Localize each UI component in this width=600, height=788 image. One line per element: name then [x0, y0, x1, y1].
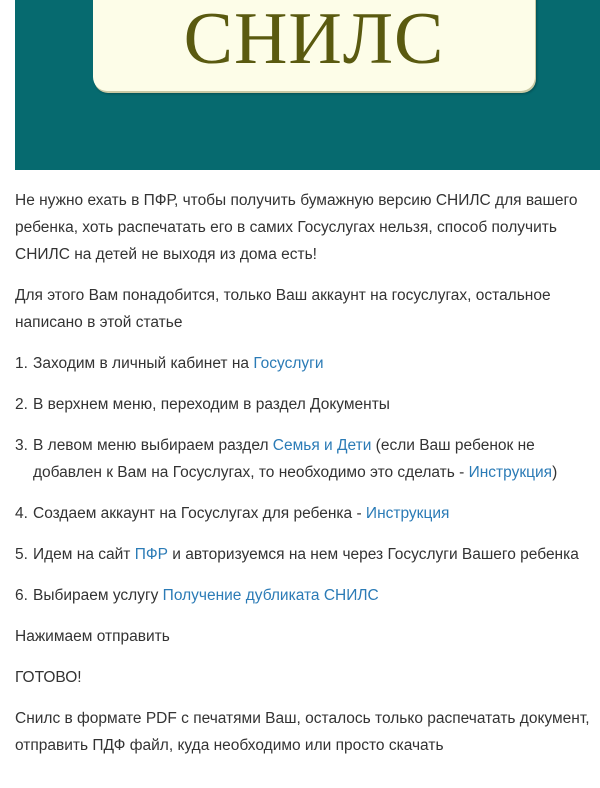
instruction-link-child-account[interactable]: Инструкция [365, 505, 450, 522]
step-2: 2. В верхнем меню, переходим в раздел Документы [15, 396, 390, 413]
intro-paragraph: Не нужно ехать в ПФР, чтобы получить бумажную версию СНИЛС для вашего ребенка, хоть распечатать его в самих Госуслугах нельзя, способ получить СНИЛС на детей не выходя из дома есть! [15, 192, 578, 263]
snils-duplicate-service-link[interactable]: Получение дубликата СНИЛС [162, 587, 379, 604]
requirement-paragraph: Для этого Вам понадобится, только Ваш аккаунт на госуслугах, остальное написано в этой статье [15, 287, 551, 331]
submit-note: Нажимаем отправить [15, 628, 170, 645]
snils-card-title: СНИЛС [183, 0, 445, 80]
pfr-link[interactable]: ПФР [134, 546, 168, 563]
done-note: ГОТОВО! [15, 669, 82, 686]
step-5: 5. Идем на сайт ПФР и авторизуемся на нем через Госуслуги Вашего ребенка [15, 546, 579, 563]
step-6: 6. Выбираем услугу Получение дубликата СНИЛС [15, 587, 379, 604]
gosuslugi-link[interactable]: Госуслуги [253, 355, 324, 372]
snils-card [93, 0, 535, 91]
family-children-link[interactable]: Семья и Дети [272, 437, 372, 454]
snils-hero-image [15, 0, 600, 170]
article-body [15, 187, 600, 773]
final-paragraph: Снилс в формате PDF с печатями Ваш, осталось только распечатать документ, отправить ПДФ файл, куда необходимо или просто скачать [15, 710, 590, 754]
step-3: 3. В левом меню выбираем раздел Семья и Дети (если Ваш ребенок не добавлен к Вам на Госуслугах, то необходимо это сделать - Инструкция) [15, 437, 558, 481]
steps-list [15, 350, 600, 609]
instruction-link-add-child[interactable]: Инструкция [468, 464, 553, 481]
step-4: 4. Создаем аккаунт на Госуслугах для ребенка - Инструкция [15, 505, 450, 522]
step-1: 1. Заходим в личный кабинет на Госуслуги [15, 355, 324, 372]
